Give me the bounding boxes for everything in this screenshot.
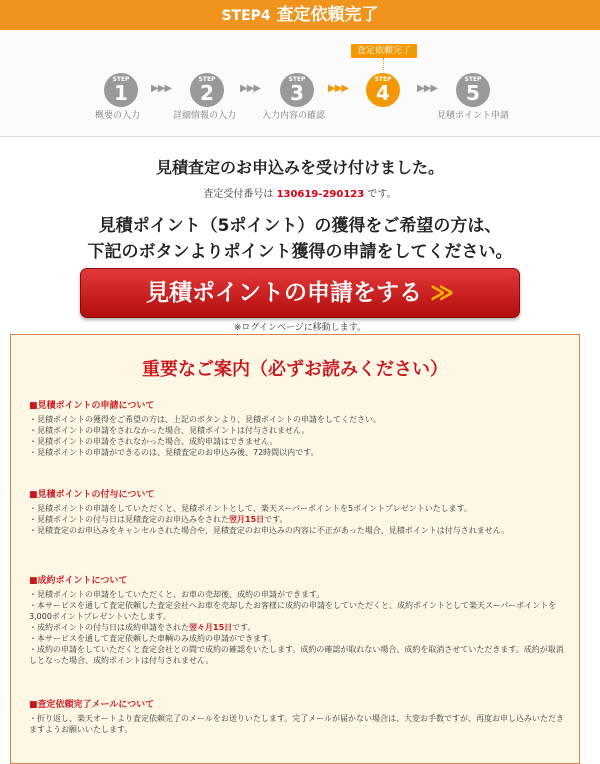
step-arrow-icon: ▶▶▶ (328, 83, 349, 94)
step-arrow-icon: ▶▶▶ (151, 83, 172, 94)
important-notice-box (10, 334, 580, 764)
step-5-icon: STEP 5 (456, 73, 490, 107)
current-step-connector (383, 58, 384, 70)
notice-title: 重要なご案内（必ずお読みください） (142, 359, 448, 380)
apply-points-button[interactable]: 見積ポイントの申請をする ≫ (80, 268, 520, 318)
double-chevron-right-icon: ≫ (429, 280, 455, 306)
step-1-label: 概要の入力 (95, 111, 141, 121)
section-heading: ■査定依頼完了メールについて (29, 700, 155, 710)
step-2-icon: STEP 2 (190, 73, 224, 107)
step-3-icon: STEP 3 (280, 73, 314, 107)
page-header (0, 0, 600, 30)
current-step-badge: 査定依頼完了 (351, 44, 417, 58)
receipt-number: 130619-290123 (276, 189, 365, 200)
completion-heading: 見積査定のお申込みを受け付けました。 (155, 158, 444, 177)
section-heading: ■成約ポイントについて (29, 576, 128, 586)
notice-section-apply: ■見積ポイントの申請について ・見積ポイントの獲得をご希望の方は、上記のボタンより、見積ポイントの申請をしてください。 ・見積ポイントの申請をされなかった場合、見積ポイントは付与されません。 ・見積ポイントの申請をされなかった場合、成約申請はできません。 ・見積ポイントの申請ができるのは、見積査定のお申込み後、72時間以内です。 (29, 398, 569, 458)
step-5-label: 見積ポイント申請 (437, 111, 510, 121)
header-step-word: STEP4 (221, 8, 271, 24)
header-title: 査定依頼完了 (276, 5, 379, 25)
section-heading: ■見積ポイントの申請について (29, 401, 155, 411)
notice-section-contract: ■成約ポイントについて ・見積ポイントの申請をしていただくと、お車の売却後、成約の申請ができます。 ・本サービスを通して査定依頼した査定会社へお車を売却したお客様に成約の申請をしていただくと、成約ポイントとして楽天スーパーポイントを3,000ポイントプレゼントいたします。 ・成約ポイントの付与日は成約申請をされた翌々月15日です。 ・本サービスを通して査定依頼した車輌のみ成約の申請ができます。 ・成約の申請をしていただくと査定会社との間で成約の確認をいたします。成約の確認が取れない場合、成約を取消させていただきます。成約が取消しとなった場合、成約ポイントは付与されません。 (29, 573, 569, 666)
section-heading: ■見積ポイントの付与について (29, 490, 155, 500)
step-1-icon: STEP 1 (104, 73, 138, 107)
notice-section-mail: ■査定依頼完了メールについて ・折り返し、楽天オートより査定依頼完了のメールをお送りいたします。完了メールが届かない場合は、大変お手数ですが、再度お申し込みいただきますようお願いいたします。 (29, 697, 569, 735)
notice-section-grant: ■見積ポイントの付与について ・見積ポイントの申請をしていただくと、見積ポイントとして、楽天スーパーポイントを5ポイントプレゼントいたします。 ・見積ポイントの付与日は見積査定のお申込みをされた翌月15日です。 ・見積査定のお申込みをキャンセルされた場合や、見積査定のお申込みの内容に不正があった場合、見積ポイントは付与されません。 (29, 487, 569, 536)
receipt-number-line: 査定受付番号は 130619-290123 です。 (203, 189, 397, 200)
step-2-label: 詳細情報の入力 (173, 111, 237, 121)
step-arrow-icon: ▶▶▶ (240, 83, 261, 94)
point-guide-heading: 見積ポイント（5ポイント）の獲得をご希望の方は、 下記のボタンよりポイント獲得の申請をしてください。 (87, 216, 513, 262)
step-3-label: 入力内容の確認 (262, 111, 326, 121)
step-arrow-icon: ▶▶▶ (417, 83, 438, 94)
step-4-icon: STEP 4 (366, 73, 400, 107)
login-redirect-note: ※ログインページに移動します。 (233, 323, 367, 333)
